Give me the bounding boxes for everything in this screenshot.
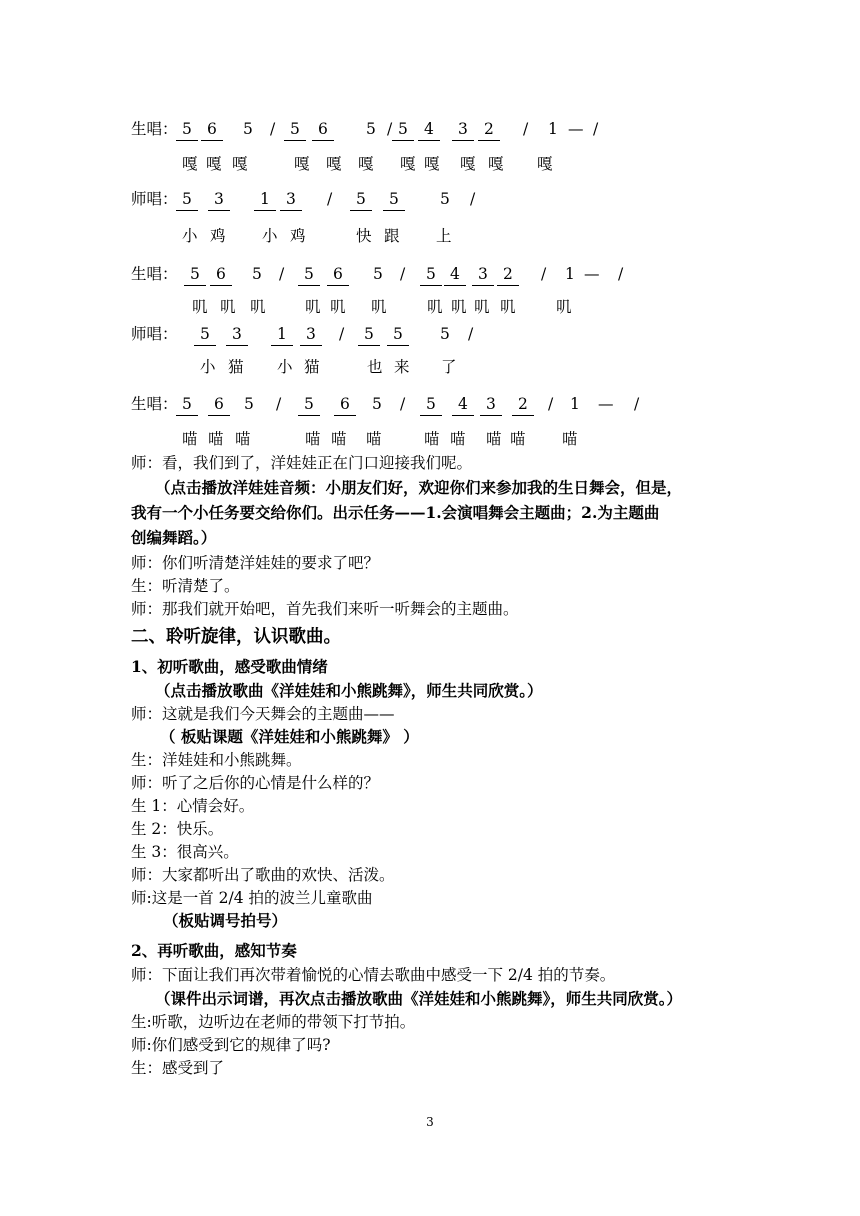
stage-direction: （ 板贴课题《洋娃娃和小熊跳舞》 ） bbox=[160, 727, 419, 746]
note: 5 bbox=[358, 323, 380, 346]
note: 5 bbox=[392, 118, 414, 141]
stage-direction-cont: 我有一个小任务要交给你们。出示任务——1.会演唱舞会主题曲；2.为主题曲 bbox=[131, 503, 660, 522]
bar-line: / bbox=[523, 120, 529, 138]
student-line: 生:听歌，边听边在老师的带领下打节拍。 bbox=[131, 1013, 416, 1031]
note: 5 bbox=[244, 395, 254, 413]
note: 5 bbox=[184, 263, 206, 286]
note: 6 bbox=[327, 263, 349, 286]
lyric-syllable: 叽 bbox=[474, 298, 490, 316]
note: 4 bbox=[418, 118, 440, 141]
note: 5 bbox=[176, 188, 198, 211]
note: — bbox=[568, 120, 584, 138]
student-line: 生：感受到了 bbox=[131, 1059, 225, 1077]
lyric-syllable: 喵 bbox=[182, 430, 198, 448]
note: 5 bbox=[420, 263, 442, 286]
student-line: 生：洋娃娃和小熊跳舞。 bbox=[131, 751, 302, 769]
subsection-heading: 2、再听歌曲，感知节奏 bbox=[131, 941, 297, 960]
lyric-syllable: 嘎 bbox=[206, 155, 222, 173]
lyric-syllable: 小 bbox=[262, 227, 278, 245]
lyric-syllable: 嘎 bbox=[488, 155, 504, 173]
note: 1 bbox=[254, 188, 276, 211]
lyric-syllable: 上 bbox=[436, 227, 452, 245]
lyric-syllable: 叽 bbox=[500, 298, 516, 316]
bar-line: / bbox=[387, 120, 393, 138]
stage-direction: （点击播放洋娃娃音频：小朋友们好，欢迎你们来参加我的生日舞会，但是， bbox=[155, 478, 683, 497]
lyric-syllable: 叽 bbox=[305, 298, 321, 316]
note: 5 bbox=[243, 120, 253, 138]
lyric-syllable: 喵 bbox=[424, 430, 440, 448]
note: 3 bbox=[226, 323, 248, 346]
teacher-line: 师:你们感受到它的规律了吗? bbox=[131, 1036, 331, 1054]
singer-label: 师唱： bbox=[131, 190, 178, 208]
note: 3 bbox=[452, 118, 474, 141]
singer-label: 生唱： bbox=[131, 265, 178, 283]
note: 5 bbox=[176, 393, 198, 416]
note: 5 bbox=[298, 263, 320, 286]
stage-direction: （课件出示词谱，再次点击播放歌曲《洋娃娃和小熊跳舞》，师生共同欣赏。） bbox=[155, 989, 683, 1008]
bar-line: / bbox=[276, 395, 282, 413]
lyric-syllable: 喵 bbox=[331, 430, 347, 448]
lyric-syllable: 喵 bbox=[235, 430, 251, 448]
bar-line: / bbox=[634, 395, 640, 413]
bar-line: / bbox=[541, 265, 547, 283]
lyric-syllable: 叽 bbox=[451, 298, 467, 316]
bar-line: / bbox=[468, 325, 474, 343]
lyric-syllable: 叽 bbox=[330, 298, 346, 316]
lyric-syllable: 快 bbox=[356, 227, 372, 245]
bar-line: / bbox=[593, 120, 599, 138]
lyric-syllable: 来 bbox=[394, 358, 410, 376]
note: 5 bbox=[194, 323, 216, 346]
lyric-syllable: 叽 bbox=[556, 298, 572, 316]
teacher-line: 师：看，我们到了，洋娃娃正在门口迎接我们呢。 bbox=[131, 454, 473, 472]
note: 1 bbox=[271, 323, 293, 346]
teacher-line: 师：听了之后你的心情是什么样的？ bbox=[131, 774, 380, 792]
lyric-syllable: 鸡 bbox=[210, 227, 226, 245]
bar-line: / bbox=[339, 325, 345, 343]
bar-line: / bbox=[548, 395, 554, 413]
lyric-syllable: 小 bbox=[182, 227, 198, 245]
note: 5 bbox=[440, 190, 450, 208]
note: 5 bbox=[176, 118, 198, 141]
note: 3 bbox=[480, 393, 502, 416]
lyric-syllable: 喵 bbox=[510, 430, 526, 448]
note: 1 bbox=[570, 395, 580, 413]
lyric-syllable: 小 bbox=[200, 358, 216, 376]
note: 5 bbox=[383, 188, 405, 211]
lyric-syllable: 喵 bbox=[305, 430, 321, 448]
teacher-line: 师：那我们就开始吧，首先我们来听一听舞会的主题曲。 bbox=[131, 600, 519, 618]
singer-label: 生唱： bbox=[131, 120, 178, 138]
lyric-syllable: 嘎 bbox=[294, 155, 310, 173]
note: 6 bbox=[208, 393, 230, 416]
teacher-line: 师：你们听清楚洋娃娃的要求了吧？ bbox=[131, 554, 380, 572]
lyric-syllable: 叽 bbox=[192, 298, 208, 316]
note: 2 bbox=[512, 393, 534, 416]
teacher-line: 师：这就是我们今天舞会的主题曲—— bbox=[131, 705, 395, 723]
lyric-syllable: 猫 bbox=[304, 358, 320, 376]
singer-label: 生唱： bbox=[131, 395, 178, 413]
bar-line: / bbox=[327, 190, 333, 208]
lyric-syllable: 也 bbox=[367, 358, 383, 376]
student-line: 生 1：心情会好。 bbox=[131, 797, 255, 815]
note: 2 bbox=[497, 263, 519, 286]
lyric-syllable: 嘎 bbox=[232, 155, 248, 173]
note: 5 bbox=[387, 323, 409, 346]
lyric-syllable: 喵 bbox=[562, 430, 578, 448]
lyric-syllable: 嘎 bbox=[400, 155, 416, 173]
note: 3 bbox=[208, 188, 230, 211]
singer-label: 师唱： bbox=[131, 325, 178, 343]
student-line: 生 3：很高兴。 bbox=[131, 843, 239, 861]
lyric-syllable: 嘎 bbox=[182, 155, 198, 173]
stage-direction: （点击播放歌曲《洋娃娃和小熊跳舞》，师生共同欣赏。） bbox=[155, 681, 543, 700]
page-number: 3 bbox=[426, 1115, 434, 1129]
note: 3 bbox=[472, 263, 494, 286]
lyric-syllable: 叽 bbox=[220, 298, 236, 316]
note: 1 bbox=[548, 120, 558, 138]
bar-line: / bbox=[400, 265, 406, 283]
note: 5 bbox=[284, 118, 306, 141]
teacher-line: 师：大家都听出了歌曲的欢快、活泼。 bbox=[131, 866, 395, 884]
lyric-syllable: 嘎 bbox=[537, 155, 553, 173]
student-line: 生 2：快乐。 bbox=[131, 820, 224, 838]
subsection-heading: 1、初听歌曲，感受歌曲情绪 bbox=[131, 657, 328, 676]
note: 6 bbox=[334, 393, 356, 416]
lyric-syllable: 叽 bbox=[427, 298, 443, 316]
note: 5 bbox=[372, 395, 382, 413]
lyric-syllable: 叽 bbox=[371, 298, 387, 316]
note: 4 bbox=[452, 393, 474, 416]
lyric-syllable: 猫 bbox=[228, 358, 244, 376]
lyric-syllable: 喵 bbox=[450, 430, 466, 448]
bar-line: / bbox=[279, 265, 285, 283]
lyric-syllable: 嘎 bbox=[424, 155, 440, 173]
note: 5 bbox=[252, 265, 262, 283]
note: 6 bbox=[201, 118, 223, 141]
teacher-line: 师：下面让我们再次带着愉悦的心情去歌曲中感受一下 2/4 拍的节奏。 bbox=[131, 966, 616, 984]
note: — bbox=[584, 265, 600, 283]
bar-line: / bbox=[618, 265, 624, 283]
bar-line: / bbox=[400, 395, 406, 413]
section-heading: 二、聆听旋律，认识歌曲。 bbox=[131, 627, 341, 647]
stage-direction-cont: 创编舞蹈。） bbox=[131, 528, 217, 547]
note: 5 bbox=[366, 120, 376, 138]
lyric-syllable: 嘎 bbox=[358, 155, 374, 173]
lyric-syllable: 了 bbox=[441, 358, 457, 376]
stage-direction: （板贴调号拍号） bbox=[163, 911, 288, 930]
note: 6 bbox=[312, 118, 334, 141]
lyric-syllable: 小 bbox=[277, 358, 293, 376]
note: 3 bbox=[280, 188, 302, 211]
note: 1 bbox=[565, 265, 575, 283]
lyric-syllable: 嘎 bbox=[326, 155, 342, 173]
note: 2 bbox=[478, 118, 500, 141]
note: 6 bbox=[210, 263, 232, 286]
lyric-syllable: 鸡 bbox=[290, 227, 306, 245]
student-line: 生：听清楚了。 bbox=[131, 577, 240, 595]
note: 5 bbox=[373, 265, 383, 283]
teacher-line: 师:这是一首 2/4 拍的波兰儿童歌曲 bbox=[131, 889, 373, 907]
lyric-syllable: 嘎 bbox=[460, 155, 476, 173]
bar-line: / bbox=[470, 190, 476, 208]
note: — bbox=[598, 395, 614, 413]
lyric-syllable: 喵 bbox=[486, 430, 502, 448]
note: 5 bbox=[440, 325, 450, 343]
lyric-syllable: 跟 bbox=[384, 227, 400, 245]
note: 5 bbox=[298, 393, 320, 416]
note: 5 bbox=[350, 188, 372, 211]
lyric-syllable: 叽 bbox=[250, 298, 266, 316]
note: 3 bbox=[300, 323, 322, 346]
note: 4 bbox=[444, 263, 466, 286]
note: 5 bbox=[420, 393, 442, 416]
bar-line: / bbox=[270, 120, 276, 138]
lyric-syllable: 喵 bbox=[208, 430, 224, 448]
lyric-syllable: 喵 bbox=[366, 430, 382, 448]
